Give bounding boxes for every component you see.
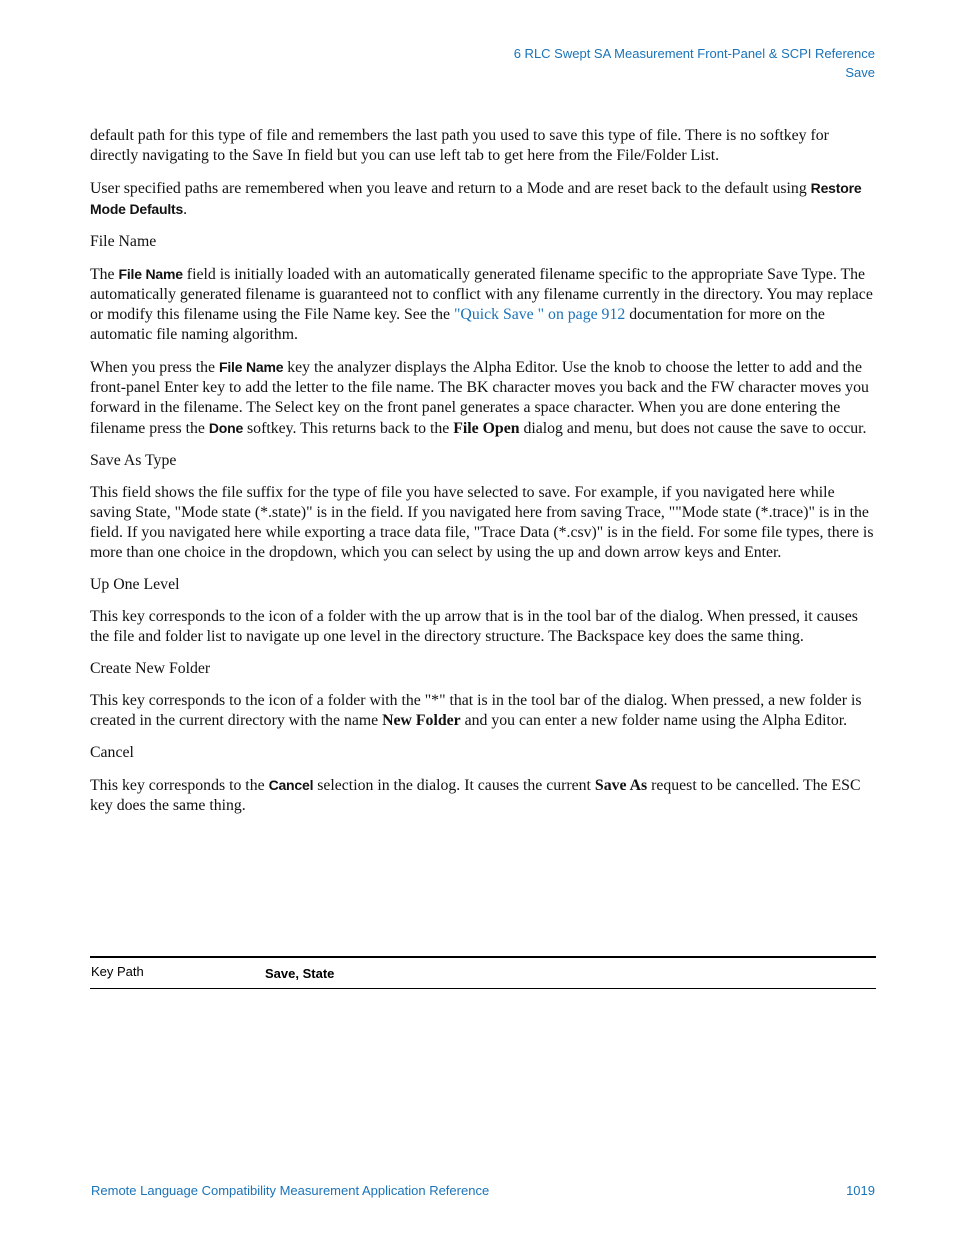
file-name-key: File Name (218, 359, 284, 375)
paragraph-save-as-type: This field shows the file suffix for the type of file you have selected to save. For example, if you navigated here while saving State, "Mode state (*.state)" is in the field. If you navigated here from saving Trace, ""Mode state (*.trace)" is in the field. If you navigated here while exporting a trace data file, "Trace Data (*.csv)" is in the field. For some file types, there is more than one choice in the dropdown, which you can select by using the up and down arrow keys and Enter. (90, 484, 874, 561)
file-name-key: File Name (118, 266, 183, 282)
paragraph-file-name-field: The File Name field is initially loaded with an automatically generated filename specific to the appropriate Save Type. The automatically generated filename is guaranteed not to conflict with any filename currently in the directory. You may replace or modify this filename using the File Name key. See the "Quick Save " on page 912 documentation for more on the automatic file naming algorithm. (90, 266, 873, 343)
quick-save-link[interactable]: "Quick Save " on page 912 (453, 306, 626, 323)
paragraph-up-one-level: This key corresponds to the icon of a folder with the up arrow that is in the tool bar of the dialog. When pressed, it causes the file and folder list to navigate up one level in the directory structure. The Backspace key does the same thing. (90, 608, 858, 645)
heading-up-one-level: Up One Level (90, 576, 180, 593)
heading-save-as-type: Save As Type (90, 452, 177, 469)
paragraph-alpha-editor: When you press the File Name key the analyzer displays the Alpha Editor. Use the knob to choose the letter to add and the front-panel Enter key to add the letter to the file name. The BK character moves you back and the FW character moves you forward in the filename. The Select key on the front panel generates a space character. When you are done entering the filename press the Done softkey. This returns back to the File Open dialog and menu, but does not cause the save to occur. (90, 359, 869, 437)
key-path-value: Save, State (265, 966, 335, 981)
save-as-name: Save As (594, 777, 648, 794)
document-body (90, 126, 876, 828)
section-title: Save (845, 65, 875, 80)
cancel-key: Cancel (268, 777, 314, 793)
page-footer (91, 1183, 875, 1198)
heading-create-new-folder: Create New Folder (90, 660, 211, 677)
heading-cancel: Cancel (90, 744, 134, 761)
footer-title: Remote Language Compatibility Measurement Application Reference (91, 1183, 490, 1198)
heading-file-name: File Name (90, 233, 157, 250)
done-key: Done (208, 420, 244, 436)
key-path-table (90, 956, 876, 989)
paragraph-cancel: This key corresponds to the Cancel selection in the dialog. It causes the current Save As request to be cancelled. The ESC key does the same thing. (90, 777, 861, 814)
page-number: 1019 (846, 1183, 875, 1198)
paragraph-create-new-folder: This key corresponds to the icon of a folder with the "*" that is in the tool bar of the dialog. When pressed, a new folder is created in the current directory with the name New Folder and you can enter a new folder name using the Alpha Editor. (90, 692, 862, 729)
paragraph-default-path: default path for this type of file and remembers the last path you used to save this type of file. There is no softkey for directly navigating to the Save In field but you can use left tab to get here from the File/Folder List. (90, 127, 829, 164)
file-open-dialog-name: File Open (453, 420, 520, 437)
key-path-label: Key Path (91, 964, 144, 979)
chapter-title: 6 RLC Swept SA Measurement Front-Panel & SCPI Reference (513, 46, 875, 61)
new-folder-name: New Folder (382, 712, 461, 729)
paragraph-user-paths: User specified paths are remembered when you leave and return to a Mode and are reset back to the default using Restore Mode Defaults. (90, 180, 862, 218)
restore-mode-defaults-key: Restore Mode Defaults (90, 180, 862, 217)
running-header (514, 44, 875, 82)
